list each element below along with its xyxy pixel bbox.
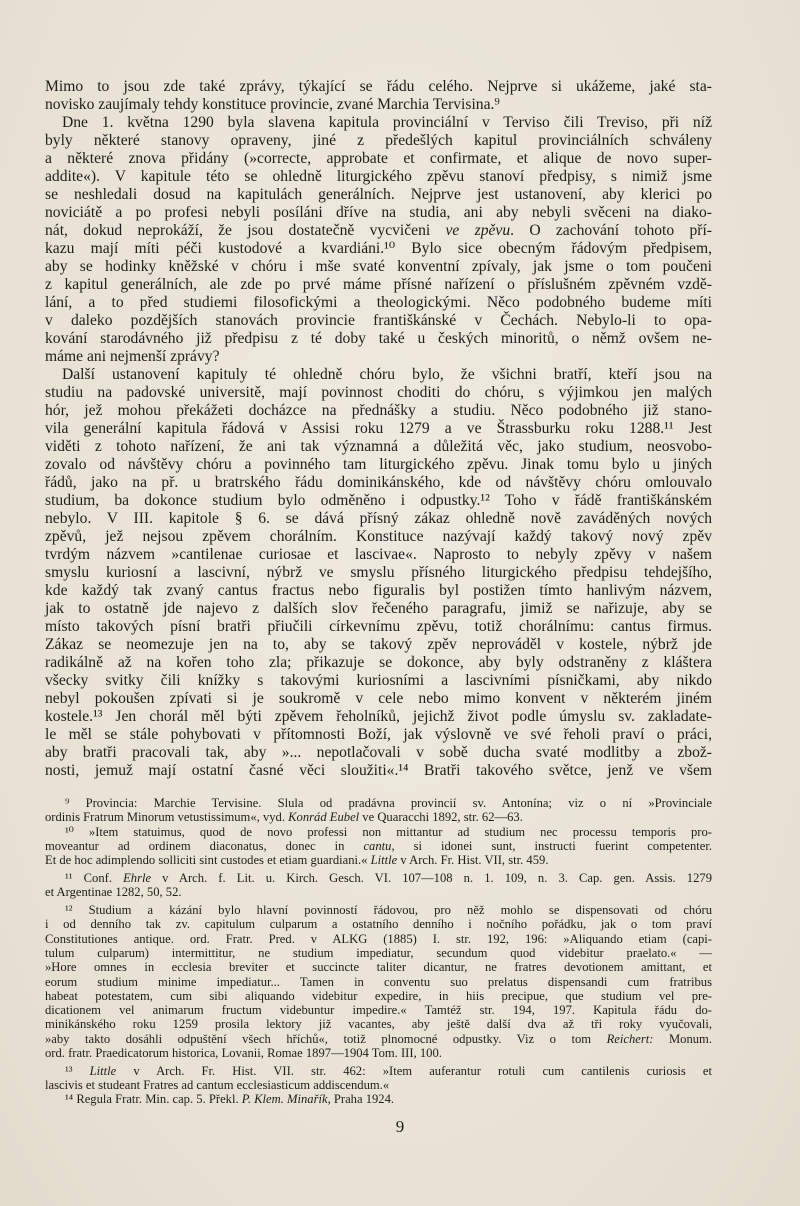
text-segment: le měl se stále pohybovati v přítomnosti Boží, jak výslovně ve své řeholi praví o práci, [45, 726, 712, 743]
text-segment: ¹² Studium a kázání bylo hlavní povinností řádovou, pro něž mohlo se dispensovati od chóru [65, 903, 712, 918]
text-line [45, 402, 712, 420]
text-segment: Dne 1. května 1290 byla slavena kapitula provinciální v Terviso čili Treviso, při níž [62, 114, 712, 131]
footnote [45, 871, 712, 900]
footnote [45, 1064, 712, 1093]
footnote [45, 825, 712, 868]
text-segment: zpěvů, jež nejsou zpěvem chorálním. Konstituce nazývají každý takový nový zpěv [45, 528, 712, 545]
text-segment: tvrdým názvem »cantilenae curiosae et lascivae«. Naprosto to nebyly zpěvy v našem [45, 546, 712, 563]
text-segment: nebylo. V III. kapitole § 6. se dává přísný zákaz ohledně nově zaváděných nových [45, 510, 712, 527]
text-segment: ¹³ [65, 1063, 90, 1078]
text-line [45, 810, 712, 824]
text-line [45, 438, 712, 456]
text-segment: addite«). V kapitule této se ohledně liturgického zpěvu stanoví předpisy, s nimiž jsme [45, 168, 712, 185]
text-line [45, 168, 712, 186]
text-segment: nosti, jemuž mají ostatní časné věci sloužiti«.¹⁴ Bratři takového světce, jenž ve všem [45, 762, 712, 779]
text-line [45, 762, 712, 780]
text-segment: hór, jež mohou překážeti docházce na přednášky a studiu. Něco podobného již stano- [45, 402, 712, 419]
text-line [45, 78, 712, 96]
text-segment: ¹⁴ Regula Fratr. Min. cap. 5. Překl. [65, 1092, 242, 1107]
text-line [45, 708, 712, 726]
text-segment: nát, dokud neprokáží, že jsou dostatečně vycvičeni [45, 222, 446, 239]
text-line [45, 132, 712, 150]
text-segment: lascivis et studeant Fratres ad cantum ecclesiasticum addiscendum.« [45, 1078, 390, 1093]
text-line [45, 654, 712, 672]
italic-text: Little [370, 853, 398, 868]
text-segment: , Praha 1924. [327, 1092, 395, 1107]
text-segment: ord. fratr. Praedicatorum historica, Lovanii, Romae 1897—1904 Tom. III, 100. [45, 1046, 442, 1061]
text-segment: Zákaz se neomezuje jen na to, aby se takový zpěv neprováděl v kostele, nýbrž jde [45, 636, 712, 653]
text-line [45, 582, 712, 600]
text-line [45, 636, 712, 654]
text-segment: z kapitul generálních, ale zde po prvé máme přísné nařízení o příslušném zpěvném vzdě- [45, 276, 712, 293]
text-segment: novisko zaujímaly tehdy konstituce provincie, zvané Marchia Tervisina.⁹ [45, 96, 500, 113]
text-segment: i od denního tak zv. capitulum culparum a ostatního denního i nočního pořádku, jak o tom praví [45, 917, 712, 932]
text-line [45, 546, 712, 564]
italic-text: Konrád Eubel [288, 810, 360, 825]
text-line [45, 150, 712, 168]
footnotes [45, 796, 712, 1107]
text-line [45, 917, 712, 931]
text-segment: Et de hoc adimplendo solliciti sint custodes et etiam guardiani.« [45, 853, 371, 868]
text-segment: a některé znova přidány (»correcte, approbate et confirmate, et alique de novo super- [45, 150, 712, 167]
text-line [45, 839, 712, 853]
text-line [45, 1064, 712, 1078]
text-segment: nebyl pokoušen zpívati si je soukromě v cele nebo mimo konvent v některém jiném [45, 690, 712, 707]
text-line [45, 96, 712, 114]
text-segment: »aby takto dosáhli odpuštění všech hříchů«, totiž plnomocné odpustky. Viz o tom [45, 1031, 607, 1046]
text-segment: kostele.¹³ Jen chorál měl býti zpěvem řeholníků, jejichž život podle úmyslu sv. zakladate- [45, 708, 712, 725]
text-line [45, 1078, 712, 1092]
text-line [45, 1032, 712, 1046]
text-segment: studium, ba dokonce studium bylo odměněno i odpustky.¹² Toho v řádě františkánském [45, 492, 712, 509]
text-line [45, 1092, 712, 1106]
text-line [45, 186, 712, 204]
text-segment: v Arch. Fr. Hist. VII, str. 459. [397, 853, 549, 868]
text-line [45, 726, 712, 744]
text-segment: radikálně až na kořen toho zla; přikazuje se dokonce, aby byly odstraněny z kláštera [45, 654, 712, 671]
text-line [45, 903, 712, 917]
italic-text: Reichert: [606, 1031, 654, 1046]
body-text [45, 78, 712, 780]
text-segment: Mimo to jsou zde také zprávy, týkající se řádu celého. Nejprve si ukážeme, jaké sta- [45, 78, 712, 95]
text-line [45, 690, 712, 708]
text-line [45, 366, 712, 384]
text-line [45, 672, 712, 690]
text-segment: , si idonei sunt, instructi fuerint competenter. [391, 838, 712, 853]
text-line [45, 960, 712, 974]
text-segment: et Argentinae 1282, 50, 52. [45, 885, 182, 900]
footnote [45, 903, 712, 1060]
text-segment: smyslu kuriosní a lascivní, nýbrž ve smyslu přísného liturgického předpisu tehdejšího, [45, 564, 712, 581]
text-line [45, 618, 712, 636]
text-line [45, 312, 712, 330]
italic-text: cantu [363, 838, 392, 853]
text-line [45, 1046, 712, 1060]
text-line [45, 204, 712, 222]
text-segment: habeat potestatem, cum sibi aliquando videbitur expedire, in hiis precipue, que studium vel pre- [45, 988, 712, 1003]
text-segment: vila generální kapitula řádová v Assisi roku 1279 a ve Štrassburku roku 1288.¹¹ Jest [45, 420, 712, 437]
text-segment: ⁹ Provincia: Marchie Tervisine. Slula od pradávna provincií sv. Antonína; viz o ní »Provinciale [65, 796, 712, 810]
text-segment: kování starodávného již předpisu z té doby také u českých minoritů, o němž ovšem ne- [45, 330, 712, 347]
text-line [45, 492, 712, 510]
text-line [45, 600, 712, 618]
text-line [45, 528, 712, 546]
text-segment: Monum. [653, 1031, 712, 1046]
text-segment: v Arch. f. Lit. u. Kirch. Gesch. VI. 107—108 n. 1. 109, n. 3. Cap. gen. Assis. 1279 [151, 870, 712, 885]
text-segment: v daleko pozdějších stanovách provincie františkánské v Čechách. Nebylo-li to opa- [45, 312, 712, 329]
text-line [45, 456, 712, 474]
italic-text: ve zpěvu [445, 222, 511, 239]
text-line [45, 294, 712, 312]
text-line [45, 276, 712, 294]
text-line [45, 510, 712, 528]
text-segment: studiu na padovské universitě, mají povinnost choditi do chóru, s výjimkou jen malých [45, 384, 712, 401]
text-segment: ¹⁰ »Item statuimus, quod de novo professi non mittantur ad studium nec processu temporis pro- [65, 824, 712, 839]
text-line [45, 222, 712, 240]
text-segment: dicationem vel animarum fructum videbuntur impedire.« Tamtéž str. 194, 197. Kapitula řádu do- [45, 1003, 712, 1018]
text-line [45, 853, 712, 867]
text-segment: eorum studium minime impediatur... Tamen in conventu suo prelatus dispensandi cum fratribus [45, 974, 712, 989]
text-segment: ve Quaracchi 1892, str. 62—63. [359, 810, 523, 825]
text-line [45, 330, 712, 348]
text-segment: tulum culparum) intermittitur, ne studium impediatur, secundum quod videbitur praelato.« — [45, 945, 712, 960]
text-segment: máme ani nejmenší zprávy? [45, 348, 220, 365]
text-line [45, 744, 712, 762]
text-line [45, 1017, 712, 1031]
text-segment: kde každý tak zvaný cantus fractus nebo figuralis byl postižen tímto hanlivým názvem, [45, 582, 712, 599]
text-segment: ¹¹ Conf. [65, 870, 124, 885]
text-line [45, 258, 712, 276]
text-segment: zovalo od návštěvy chóru a povinného tam liturgického zpěvu. Jinak tomu bylo u jiných [45, 456, 712, 473]
text-segment: řádů, jako na př. u bratrského řádu dominikánského, kde od návštěvy chóru omlouvalo [45, 474, 712, 491]
text-segment: byly některé stanovy opraveny, jiné z předešlých kapitul provinciálních schváleny [45, 132, 712, 149]
text-line [45, 114, 712, 132]
text-segment: minikánského roku 1259 prosila lektory již vacantes, aby ještě další dva až tři roky vyučovali, [45, 1017, 712, 1032]
text-line [45, 796, 712, 810]
text-line [45, 420, 712, 438]
text-segment: ordinis Fratrum Minorum vetustissimum«, vyd. [45, 810, 289, 825]
text-line [45, 975, 712, 989]
text-segment: noviciátě a po profesi nebyli posíláni dříve na studia, ani aby nebyli svěceni na diako- [45, 204, 712, 221]
text-segment: místo takových písní bratři přiučili církevnímu zpěvu, totiž chorálnímu: cantus firmus. [45, 618, 712, 635]
text-line [45, 564, 712, 582]
italic-text: Ehrle [123, 870, 152, 885]
text-segment: v Arch. Fr. Hist. VII. str. 462: »Item auferantur rotuli cum cantilenis curiosis et [116, 1063, 712, 1078]
italic-text: P. Klem. Minařík [241, 1092, 328, 1107]
text-line [45, 871, 712, 885]
text-segment: všecky svitky čili knížky s takovými kuriosními a lascivními písničkami, aby nikdo [45, 672, 712, 689]
text-line [45, 384, 712, 402]
text-segment: aby se hodinky kněžské v chóru i mše svaté konventní zpívaly, jak jsme o tom poučeni [45, 258, 712, 275]
text-segment: jak to ostatně jde najevo z dalších slov řečeného paragrafu, jimiž se nařizuje, aby se [45, 600, 712, 617]
text-line [45, 885, 712, 899]
text-segment: aby bratři pracovali tak, aby »... nepotlačovali v sobě ducha svaté modlitby a zbož- [45, 744, 712, 761]
text-line [45, 989, 712, 1003]
text-line [45, 348, 712, 366]
text-segment: Další ustanovení kapituly té ohledně chóru bylo, že všichni bratří, kteří jsou na [62, 366, 712, 383]
text-line [45, 1003, 712, 1017]
text-line [45, 932, 712, 946]
text-line [45, 240, 712, 258]
footnote [45, 796, 712, 825]
text-segment: . O zachování tohoto pří- [510, 222, 712, 239]
footnote [45, 1092, 712, 1106]
text-segment: kazu mají míti péči kustodové a kvardiáni.¹⁰ Bylo sice obecným řádovým předpisem, [45, 240, 712, 257]
text-line [45, 825, 712, 839]
text-segment: se neshledali dosud na kapitulách generálních. Nejprve jest ustanovení, aby klerici po [45, 186, 712, 203]
page-number: 9 [395, 1117, 405, 1136]
italic-text: Little [89, 1063, 117, 1078]
text-segment: viděti z tohoto nařízení, že ani tak významná a důležitá věc, jako studium, neosvobo- [45, 438, 712, 455]
text-line [45, 474, 712, 492]
text-segment: Constitutiones antique. ord. Fratr. Pred. v ALKG (1885) I. str. 192, 196: »Aliquando etiam (capi- [45, 931, 712, 946]
text-line [45, 946, 712, 960]
text-segment: moveantur ad ordinem diaconatus, donec in [45, 838, 364, 853]
text-segment: »Hore omnes in ecclesia breviter et succincte taliter dicantur, ne fratres devotionem amittant, et [45, 960, 712, 975]
text-segment: lání, a to před studiemi filosofickými a theologickými. Něco podobného budeme míti [45, 294, 712, 311]
